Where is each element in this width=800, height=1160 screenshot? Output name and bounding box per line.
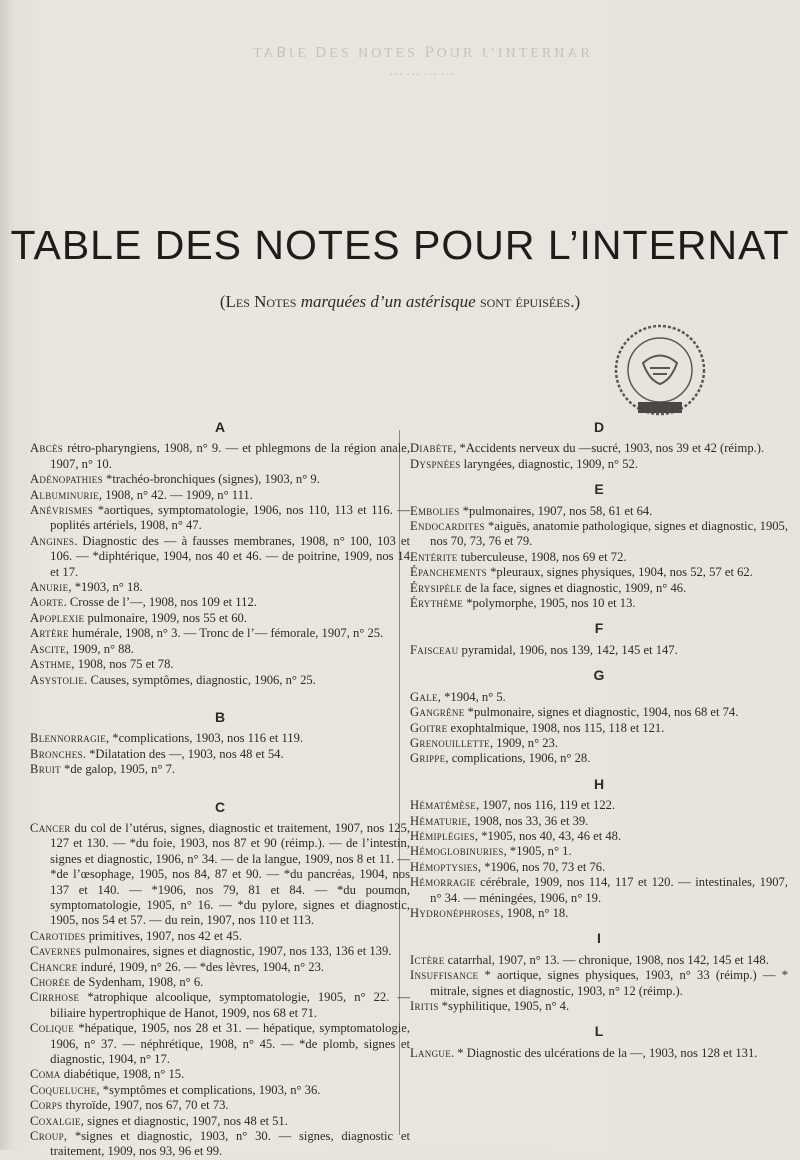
index-entry (30, 441, 410, 472)
index-entry (410, 504, 788, 519)
index-entry (410, 565, 788, 580)
entry-headword: Aorte (30, 595, 64, 610)
index-entry (410, 1046, 788, 1061)
index-entry (410, 736, 788, 751)
entry-text: *de galop, 1905, n° 7. (60, 762, 176, 777)
entry-text: . * Diagnostic des ulcérations de la —, 1903, nos 128 et 131. (451, 1045, 758, 1060)
entry-headword: Cirrhose (30, 990, 80, 1005)
index-entry (30, 595, 410, 610)
entry-headword: Ictère (410, 952, 445, 967)
index-entry (410, 441, 788, 456)
entry-text: *polymorphe, 1905, nos 10 et 13. (463, 596, 636, 611)
entry-text: exophtalmique, 1908, nos 115, 118 et 121. (447, 720, 665, 735)
index-entry (30, 488, 410, 503)
entry-text: , 1909, n° 23. (489, 735, 558, 750)
subtitle-part-2: marquées d’un astérisque (296, 292, 480, 311)
entry-headword: Corps (30, 1098, 63, 1113)
index-entry (30, 747, 410, 762)
entry-text: . Diagnostic des — à fausses membranes, 1908, n° 100, 103 et 106. — *diphtérique, 1904, nos 40 et 46. — de poitrine, 1909, nos 14 et 17. (50, 533, 410, 579)
index-entry (410, 844, 788, 859)
entry-text: , *1905, nos 40, 43, 46 et 48. (474, 828, 622, 843)
entry-headword: Hémiplégies (410, 828, 475, 843)
entry-headword: Gangrène (410, 705, 465, 720)
index-entry (30, 673, 410, 688)
subtitle-close-paren: ) (574, 292, 581, 311)
index-entry (30, 1067, 410, 1082)
entry-headword: Langue (410, 1045, 451, 1060)
entry-headword: Angines (30, 533, 75, 548)
page-subtitle (0, 292, 800, 312)
index-entry (30, 1098, 410, 1113)
index-entry (30, 821, 410, 929)
index-entry (410, 581, 788, 596)
entry-headword: Coma (30, 1067, 61, 1082)
entry-headword: Asthme (30, 657, 72, 672)
entry-text: , 1908, nos 33, 36 et 39. (467, 813, 589, 828)
index-entry (410, 721, 788, 736)
entry-headword: Goitre (410, 720, 448, 735)
entry-text: *syphilitique, 1905, n° 4. (438, 999, 570, 1013)
entry-text: pulmonaires, signes et diagnostic, 1907, nos 133, 136 et 139. (81, 944, 392, 959)
entry-headword: Chancre (30, 959, 78, 974)
entry-headword: Cavernes (30, 944, 82, 959)
entry-headword: Érysipèle (410, 580, 462, 595)
entry-text: induré, 1909, n° 26. — *des lèvres, 1904, n° 23. (77, 959, 325, 974)
index-entry (30, 642, 410, 657)
entry-text: pyramidal, 1906, nos 139, 142, 145 et 147. (458, 642, 678, 657)
index-entry (410, 519, 788, 550)
right-column (410, 420, 788, 1061)
entry-text: *aortiques, symptomatologie, 1906, nos 110, 113 et 116. — poplités artériels, 1908, n° 47. (50, 503, 410, 533)
index-entry (30, 611, 410, 626)
entry-text: , 1908, nos 75 et 78. (71, 657, 174, 672)
entry-headword: Anurie (30, 580, 69, 595)
entry-headword: Grippe (410, 751, 446, 766)
entry-text: , signes et diagnostic, 1907, nos 48 et 51. (80, 1113, 288, 1128)
section-letter: H (593, 775, 605, 792)
entry-headword: Érythème (410, 596, 464, 611)
entry-text: , *Accidents nerveux du —sucré, 1903, nos 39 et 42 (réimp.). (453, 441, 765, 456)
index-entry (30, 1129, 410, 1160)
entry-text: diabétique, 1908, n° 15. (60, 1067, 185, 1082)
entry-headword: Carotides (30, 928, 86, 943)
index-entry (30, 990, 410, 1021)
index-entry (30, 472, 410, 487)
section-letter: G (593, 667, 605, 684)
entry-text: *hépatique, 1905, nos 28 et 31. — hépatique, symptomatologie, 1906, n° 37. — néphrétique, 1908, n° 45. — *de plomb, signes et diagnostic, 1904, n° 17. (50, 1021, 410, 1067)
entry-text: de la face, signes et diagnostic, 1909, n° 46. (461, 580, 687, 595)
entry-text: de Sydenham, 1908, n° 6. (70, 975, 204, 989)
entry-text: , *1903, n° 18. (68, 580, 143, 595)
entry-text: *pleuraux, signes physiques, 1904, nos 52, 57 et 62. (486, 565, 753, 580)
index-entry (410, 999, 788, 1014)
entry-text: , *1904, n° 5. (437, 689, 506, 704)
entry-text: , *symptômes et complications, 1903, n° 36. (96, 1082, 321, 1097)
subtitle-part-3: sont épuisées. (479, 292, 575, 311)
entry-headword: Anévrismes (30, 503, 94, 518)
entry-headword: Entérite (410, 549, 458, 564)
entry-headword: Hémoglobinuries (410, 844, 504, 859)
entry-text: tuberculeuse, 1908, nos 69 et 72. (457, 549, 627, 564)
entry-text: *pulmonaires, 1907, nos 58, 61 et 64. (459, 503, 653, 518)
index-entry (410, 798, 788, 813)
index-entry (410, 875, 788, 906)
entry-headword: Blennorragie (30, 731, 106, 746)
index-entry (30, 960, 410, 975)
subtitle-open-paren: ( (219, 292, 226, 311)
entry-text: cérébrale, 1909, nos 114, 117 et 120. — intestinales, 1907, n° 34. — méningées, 1906, n° 19. (430, 875, 788, 905)
entry-headword: Diabète (410, 441, 454, 456)
library-stamp-icon (605, 318, 715, 423)
entry-headword: Hématémèse (410, 798, 477, 813)
entry-text: *pulmonaire, signes et diagnostic, 1904, nos 68 et 74. (464, 705, 739, 720)
index-entry (30, 731, 410, 746)
entry-text: , 1907, nos 116, 119 et 122. (476, 798, 616, 813)
entry-text: *aiguës, anatomie pathologique, signes et diagnostic, 1905, nos 70, 73, 76 et 79. (430, 519, 788, 549)
entry-headword: Adénopathies (30, 472, 103, 487)
index-entry (30, 1083, 410, 1098)
entry-text: , 1908, n° 18. (500, 905, 569, 920)
entry-headword: Iritis (410, 999, 439, 1013)
bleed-through-text: ЯAИЯƎTИI’J ЯUOꟼ ƧƎTOИ ƧƎᗡ ƎJꓭAT ………… (250, 46, 590, 79)
index-entry (30, 626, 410, 641)
index-entry (30, 503, 410, 534)
entry-text: thyroïde, 1907, nos 67, 70 et 73. (62, 1098, 229, 1113)
index-entry (30, 1021, 410, 1067)
entry-headword: Hémoptysies (410, 859, 478, 874)
section-letter: F (594, 620, 604, 637)
section-letter: B (214, 708, 226, 725)
entry-text: . Crosse de l’—, 1908, nos 109 et 112. (63, 595, 257, 610)
section-letter: E (594, 481, 604, 498)
entry-text: , complications, 1906, n° 28. (445, 751, 591, 766)
section-letter: C (214, 798, 226, 815)
entry-headword: Embolies (410, 503, 460, 518)
entry-text: rétro-pharyngiens, 1908, n° 9. — et phlegmons de la région anale, 1907, n° 10. (50, 441, 410, 471)
index-entry (410, 968, 788, 999)
section-letter: I (597, 930, 601, 947)
entry-text: , *1905, n° 1. (503, 844, 572, 859)
entry-text: catarrhal, 1907, n° 13. — chronique, 1908, nos 142, 145 et 148. (444, 952, 769, 967)
section-letter: D (593, 419, 605, 435)
index-entry (410, 953, 788, 968)
entry-text: laryngées, diagnostic, 1909, n° 52. (460, 456, 638, 471)
index-entry (410, 550, 788, 565)
entry-text: primitives, 1907, nos 42 et 45. (85, 928, 242, 943)
index-entry (30, 762, 410, 777)
entry-text: pulmonaire, 1909, nos 55 et 60. (84, 610, 247, 625)
entry-headword: Hémorragie (410, 875, 476, 890)
entry-text: , *complications, 1903, nos 116 et 119. (106, 731, 304, 746)
entry-headword: Dyspnées (410, 456, 461, 471)
index-entry (30, 944, 410, 959)
entry-text: humérale, 1908, n° 3. — Tronc de l’— fémorale, 1907, n° 25. (68, 626, 384, 641)
entry-headword: Hématurie (410, 813, 468, 828)
entry-text: . *Dilatation des —, 1903, nos 48 et 54. (82, 746, 284, 761)
index-entry (410, 690, 788, 705)
entry-text: *atrophique alcoolique, symptomatologie, 1905, n° 22. — biliaire hypertrophique de Hanot, 1909, nos 68 et 71. (50, 990, 410, 1020)
section-gap (30, 778, 410, 800)
entry-headword: Apoplexie (30, 610, 85, 625)
entry-headword: Artère (30, 626, 69, 641)
entry-text: . Causes, symptômes, diagnostic, 1906, n° 25. (84, 672, 316, 687)
entry-headword: Faisceau (410, 642, 459, 657)
index-entry (30, 580, 410, 595)
index-entry (410, 814, 788, 829)
entry-headword: Bronches (30, 746, 83, 761)
index-entry (410, 751, 788, 766)
entry-headword: Abcès (30, 441, 64, 456)
entry-text: du col de l’utérus, signes, diagnostic et traitement, 1907, nos 125, 127 et 130. — *du foie, 1903, nos 87 et 90 (réimp.). — de l’intestin, signes et diagnostic, 1906, n° 34. — de la langue, 1909, nos 8 et 11. — *de l’œsophage, 1905, nos 84, 87 et 90. — *du pancréas, 1904, nos 137 et 140. — *1906, nos 79, 81 et 84. — *du poumon, symptomatologie, 1905, n° 16. — *du pylore, signes et diagnostic, 1905, nos 54 et 57. — du rein, 1907, nos 110 et 113. (50, 820, 410, 928)
index-entry (30, 975, 410, 990)
entry-headword: Chorée (30, 975, 71, 989)
entry-headword: Insuffisance (410, 968, 479, 983)
index-entry (30, 1114, 410, 1129)
entry-text: * aortique, signes physiques, 1903, n° 33 (réimp.) — * mitrale, signes et diagnostic, 1903, n° 12 (réimp.). (430, 968, 788, 998)
entry-text: , 1909, n° 88. (65, 641, 134, 656)
entry-text: , 1908, n° 42. — 1909, n° 111. (98, 487, 253, 502)
entry-headword: Coxalgie (30, 1113, 81, 1128)
entry-headword: Asystolie (30, 672, 85, 687)
entry-headword: Bruit (30, 762, 61, 777)
entry-headword: Ascite (30, 641, 66, 656)
index-entry (410, 643, 788, 658)
index-entry (410, 829, 788, 844)
subtitle-part-1: Les Notes (225, 292, 297, 311)
entry-headword: Grenouillette (410, 735, 490, 750)
entry-headword: Coqueluche (30, 1082, 97, 1097)
page-title: TABLE DES NOTES POUR L’INTERNAT (10, 222, 790, 268)
entry-text: , *1906, nos 70, 73 et 76. (477, 859, 606, 874)
index-entry (30, 929, 410, 944)
section-gap (30, 688, 410, 710)
entry-headword: Cancer (30, 820, 71, 835)
entry-headword: Endocardites (410, 519, 485, 534)
entry-headword: Gale (410, 689, 438, 704)
section-letter: L (594, 1023, 604, 1040)
entry-headword: Croup (30, 1129, 64, 1144)
entry-headword: Colique (30, 1021, 74, 1036)
index-entry (410, 705, 788, 720)
index-entry (410, 906, 788, 921)
entry-headword: Albuminurie (30, 487, 99, 502)
index-entry (410, 596, 788, 611)
left-column (30, 420, 410, 1160)
index-entry (410, 860, 788, 875)
section-letter: A (214, 419, 226, 435)
entry-text: , *signes et diagnostic, 1903, n° 30. — signes, diagnostic et traitement, 1909, nos 93, 96 et 99. (50, 1129, 410, 1159)
entry-headword: Hydronéphroses (410, 905, 501, 920)
index-entry (30, 534, 410, 580)
entry-text: *trachéo-bronchiques (signes), 1903, n° 9. (102, 472, 320, 487)
index-entry (30, 657, 410, 672)
entry-headword: Épanchements (410, 565, 487, 580)
index-entry (410, 457, 788, 472)
